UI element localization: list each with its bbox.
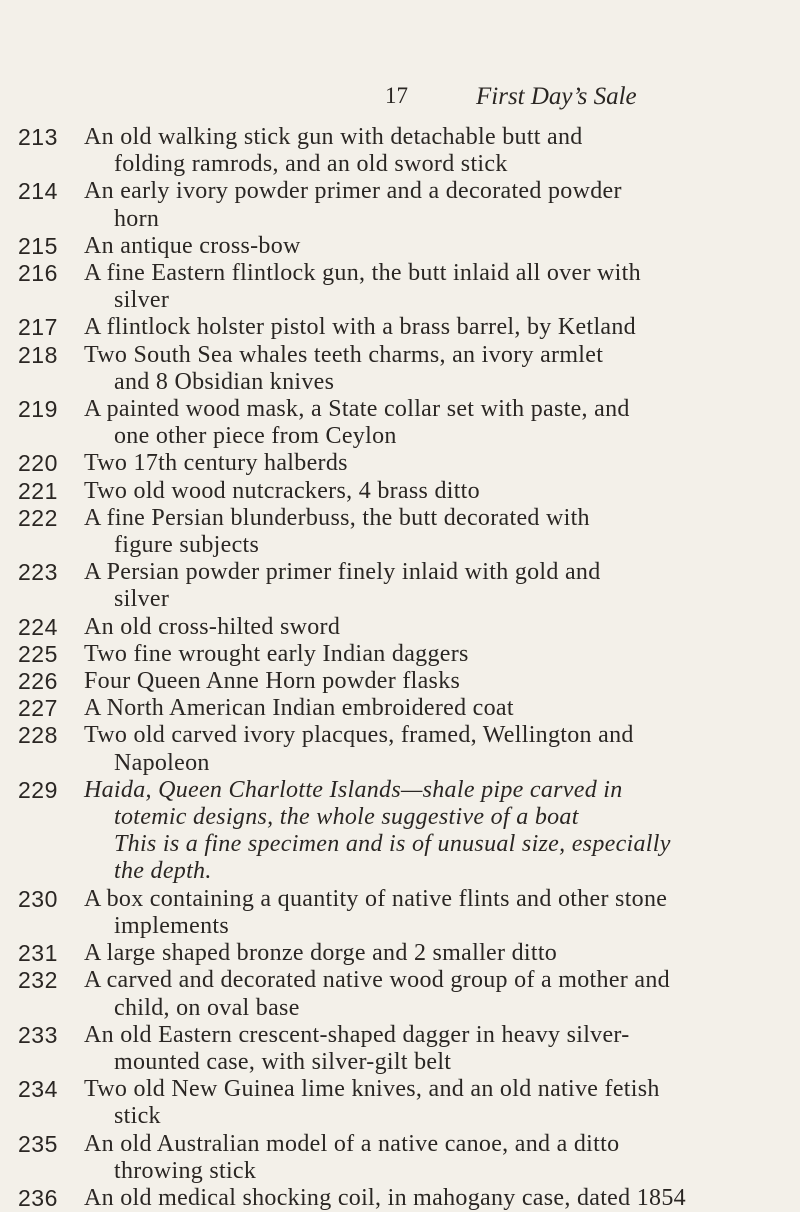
lot-line: one other piece from Ceylon xyxy=(114,423,397,450)
lot-number: 219 xyxy=(18,396,58,423)
lot-number: 234 xyxy=(18,1076,58,1103)
lot-line: Four Queen Anne Horn powder flasks xyxy=(84,668,461,695)
lot-line: Two old carved ivory placques, framed, Wellington and xyxy=(84,722,634,749)
lot-number: 232 xyxy=(18,967,58,994)
lot-number: 233 xyxy=(18,1021,58,1048)
lot-description xyxy=(76,505,776,559)
lot-214 xyxy=(0,178,800,232)
lot-222 xyxy=(0,505,800,559)
lot-number: 214 xyxy=(18,178,58,205)
lot-227 xyxy=(0,695,800,722)
lot-number: 221 xyxy=(18,477,58,504)
lot-description xyxy=(76,777,776,886)
lot-line: An old walking stick gun with detachable butt and xyxy=(84,124,583,150)
lot-line: An old Eastern crescent-shaped dagger in heavy silver- xyxy=(84,1021,630,1048)
lot-229 xyxy=(0,777,800,886)
lot-line: folding ramrods, and an old sword stick xyxy=(114,151,508,178)
lot-description xyxy=(76,940,776,967)
lot-236 xyxy=(0,1185,800,1212)
lot-number: 225 xyxy=(18,640,58,667)
lot-description xyxy=(76,478,776,505)
lot-226 xyxy=(0,668,800,695)
lot-223 xyxy=(0,559,800,613)
lot-213 xyxy=(0,124,800,178)
lot-description xyxy=(76,1076,776,1130)
lot-217 xyxy=(0,314,800,341)
lot-description xyxy=(76,342,776,396)
lot-line: and 8 Obsidian knives xyxy=(114,368,335,395)
lot-234 xyxy=(0,1076,800,1130)
lot-line: Two 17th century halberds xyxy=(84,450,348,477)
lot-line: totemic designs, the whole suggestive of a boat xyxy=(114,804,579,831)
lot-number: 223 xyxy=(18,559,58,586)
lot-description xyxy=(76,641,776,668)
lot-line: A fine Eastern flintlock gun, the butt inlaid all over with xyxy=(84,260,641,287)
lot-number: 217 xyxy=(18,314,58,341)
lot-description xyxy=(76,886,776,940)
lot-220 xyxy=(0,450,800,477)
lot-line: Two South Sea whales teeth charms, an ivory armlet xyxy=(84,341,604,368)
lot-line: Two fine wrought early Indian daggers xyxy=(84,640,469,667)
lot-description xyxy=(76,1131,776,1185)
page-number: 17 xyxy=(385,83,408,108)
lot-description xyxy=(76,260,776,314)
lot-line: horn xyxy=(114,205,160,232)
lot-line: mounted case, with silver-gilt belt xyxy=(114,1048,452,1075)
lot-230 xyxy=(0,886,800,940)
lot-description xyxy=(76,233,776,260)
lot-description xyxy=(76,178,776,232)
lot-219 xyxy=(0,396,800,450)
lot-line: silver xyxy=(114,287,170,314)
lot-number: 236 xyxy=(18,1184,58,1211)
lot-line: A North American Indian embroidered coat xyxy=(84,695,514,722)
lot-description xyxy=(76,1022,776,1076)
lot-224 xyxy=(0,614,800,641)
lot-235 xyxy=(0,1131,800,1185)
lot-list xyxy=(0,124,800,1212)
lot-line: silver xyxy=(114,586,170,613)
lot-number: 222 xyxy=(18,504,58,531)
lot-number: 226 xyxy=(18,668,58,695)
running-title: First Day’s Sale xyxy=(476,83,637,110)
lot-line: An antique cross-bow xyxy=(84,232,301,259)
lot-number: 231 xyxy=(18,940,58,967)
lot-line: Two old wood nutcrackers, 4 brass ditto xyxy=(84,477,480,504)
lot-216 xyxy=(0,260,800,314)
lot-line: A fine Persian blunderbuss, the butt decorated with xyxy=(84,504,590,531)
lot-line: implements xyxy=(114,912,229,939)
lot-line: child, on oval base xyxy=(114,994,300,1021)
lot-number: 216 xyxy=(18,260,58,287)
lot-description xyxy=(76,314,776,341)
lot-233 xyxy=(0,1022,800,1076)
lot-number: 220 xyxy=(18,450,58,477)
lot-number: 213 xyxy=(18,124,58,150)
lot-line: A box containing a quantity of native flints and other stone xyxy=(84,885,668,912)
lot-number: 230 xyxy=(18,885,58,912)
lot-number: 215 xyxy=(18,232,58,259)
lot-line: A large shaped bronze dorge and 2 smaller ditto xyxy=(84,940,558,967)
lot-225 xyxy=(0,641,800,668)
lot-description xyxy=(76,124,776,178)
lot-228 xyxy=(0,722,800,776)
lot-number: 224 xyxy=(18,613,58,640)
lot-description xyxy=(76,559,776,613)
lot-description xyxy=(76,668,776,695)
lot-line: Napoleon xyxy=(114,749,210,776)
lot-line: This is a fine specimen and is of unusual size, especially xyxy=(114,831,671,858)
lot-line: A Persian powder primer finely inlaid with gold and xyxy=(84,559,601,586)
lot-description xyxy=(76,614,776,641)
lot-description xyxy=(76,967,776,1021)
lot-description xyxy=(76,396,776,450)
lot-description xyxy=(76,450,776,477)
lot-line: An early ivory powder primer and a decorated powder xyxy=(84,178,622,205)
lot-number: 229 xyxy=(18,776,58,803)
lot-line: A flintlock holster pistol with a brass barrel, by Ketland xyxy=(84,314,636,341)
lot-line: An old cross-hilted sword xyxy=(84,613,341,640)
lot-number: 228 xyxy=(18,722,58,749)
lot-line: the depth. xyxy=(114,858,212,885)
lot-number: 227 xyxy=(18,695,58,722)
lot-line: Haida, Queen Charlotte Islands—shale pipe carved in xyxy=(84,776,623,803)
lot-221 xyxy=(0,478,800,505)
lot-215 xyxy=(0,233,800,260)
lot-description xyxy=(76,695,776,722)
lot-description xyxy=(76,1185,776,1212)
lot-232 xyxy=(0,967,800,1021)
lot-description xyxy=(76,722,776,776)
lot-number: 218 xyxy=(18,341,58,368)
lot-231 xyxy=(0,940,800,967)
lot-line: figure subjects xyxy=(114,532,260,559)
lot-line: An old medical shocking coil, in mahogany case, dated 1854 xyxy=(84,1184,686,1211)
lot-number: 235 xyxy=(18,1130,58,1157)
lot-line: A carved and decorated native wood group of a mother and xyxy=(84,967,670,994)
lot-line: Two old New Guinea lime knives, and an old native fetish xyxy=(84,1076,660,1103)
lot-218 xyxy=(0,342,800,396)
lot-line: A painted wood mask, a State collar set with paste, and xyxy=(84,396,630,423)
lot-line: stick xyxy=(114,1103,161,1130)
lot-line: An old Australian model of a native canoe, and a ditto xyxy=(84,1130,620,1157)
page-header xyxy=(0,84,800,114)
lot-line: throwing stick xyxy=(114,1157,257,1184)
